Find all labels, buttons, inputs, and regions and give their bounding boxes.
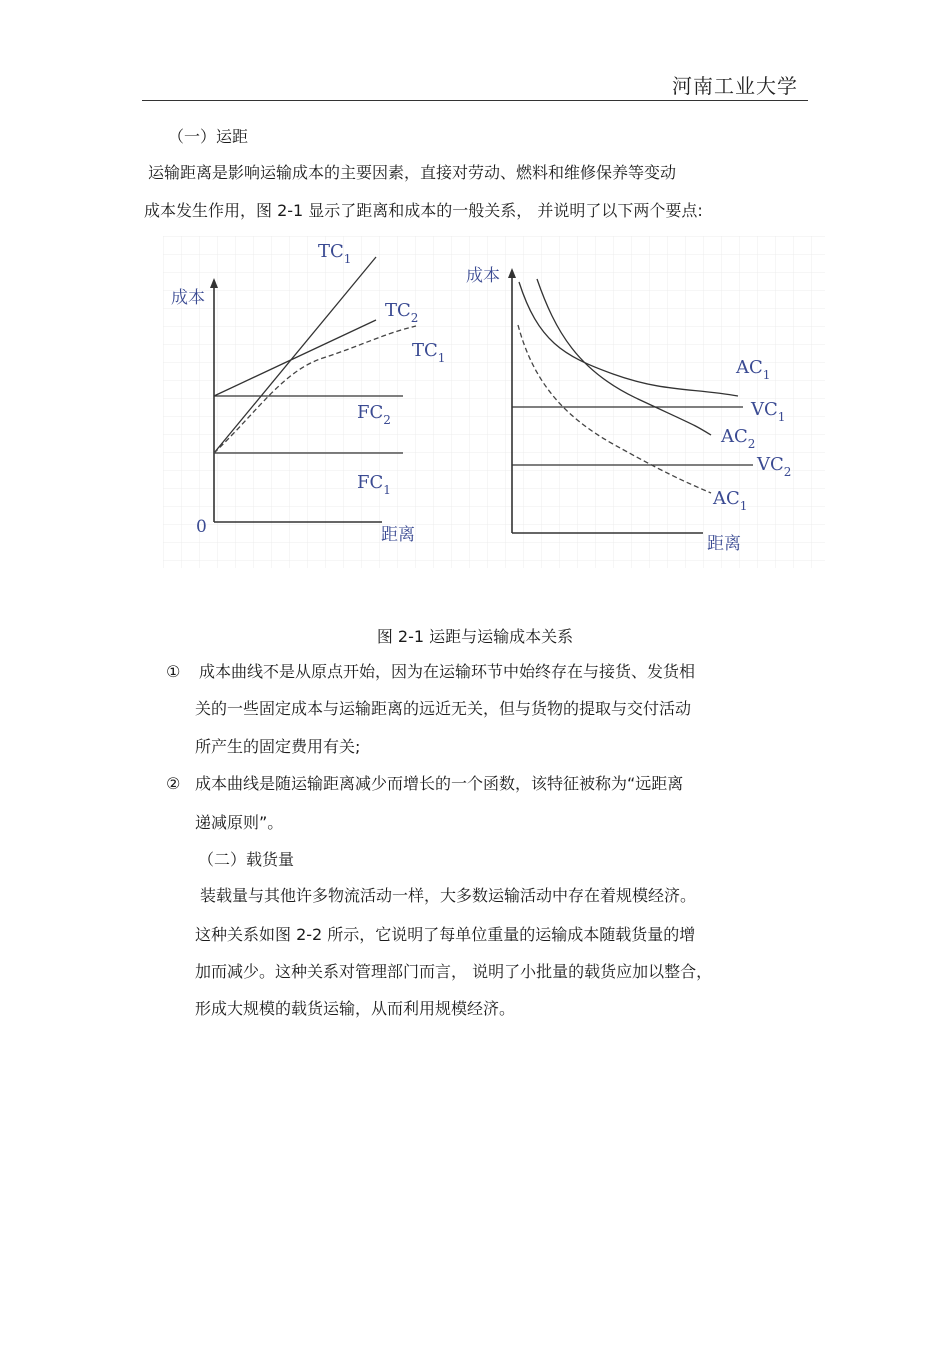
section-2-line-3: 加而减少。这种关系对管理部门而言， 说明了小批量的载货应加以整合， [195,962,713,981]
tc1-dashed-label: $TC_1$ [412,340,446,365]
header-divider [142,100,808,101]
tc1-top-label: $TC_1$ [318,241,352,266]
right-x-axis-label: 距离 [707,534,741,554]
institution-name: 河南工业大学 [672,74,798,98]
ac1-top-label: $AC_1$ [736,357,771,382]
section-1-heading: （一）运距 [168,127,249,146]
section-1-paragraph-line-2: 成本发生作用，图 2-1 显示了距离和成本的一般关系， 并说明了以下两个要点: [144,201,703,220]
section-1-paragraph-line-1: 运输距离是影响运输成本的主要因素，直接对劳动、燃料和维修保养等变动 [148,163,677,182]
left-origin-label: 0 [196,517,207,537]
section-2-line-1: 装载量与其他许多物流活动一样，大多数运输活动中存在着规模经济。 [200,886,697,905]
figure-2-1 [163,236,825,568]
right-y-axis-label: 成本 [466,266,500,286]
left-x-axis-label: 距离 [381,525,415,545]
point-2-marker: ② [166,774,181,793]
section-2-line-2: 这种关系如图 2-2 所示，它说明了每单位重量的运输成本随载货量的增 [195,925,696,944]
ac1-dashed-label: $AC_1$ [713,488,748,513]
point-1-line-1: 成本曲线不是从原点开始，因为在运输环节中始终存在与接货、发货相 [199,662,696,681]
section-2-line-4: 形成大规模的载货运输，从而利用规模经济。 [195,999,516,1018]
figure-graphic [163,236,825,568]
vc2-label: $VC_2$ [757,454,792,479]
ac2-label: $AC_2$ [721,426,756,451]
vc1-label: $VC_1$ [751,399,786,424]
point-2-line-2: 递减原则”。 [195,813,284,832]
figure-caption: 图 2-1 运距与运输成本关系 [376,627,574,646]
fc2-label: $FC_2$ [357,402,391,427]
left-y-axis-label: 成本 [171,288,205,308]
fc1-label: $FC_1$ [357,472,391,497]
point-1-line-3: 所产生的固定费用有关; [195,737,361,756]
point-2-line-1: 成本曲线是随运输距离减少而增长的一个函数，该特征被称为“远距离 [195,774,684,793]
point-1-line-2: 关的一些固定成本与运输距离的远近无关，但与货物的提取与交付活动 [195,699,692,718]
section-2-heading: （二）载货量 [198,850,295,869]
tc2-label: $TC_2$ [385,300,419,325]
point-1-marker: ① [166,662,181,681]
